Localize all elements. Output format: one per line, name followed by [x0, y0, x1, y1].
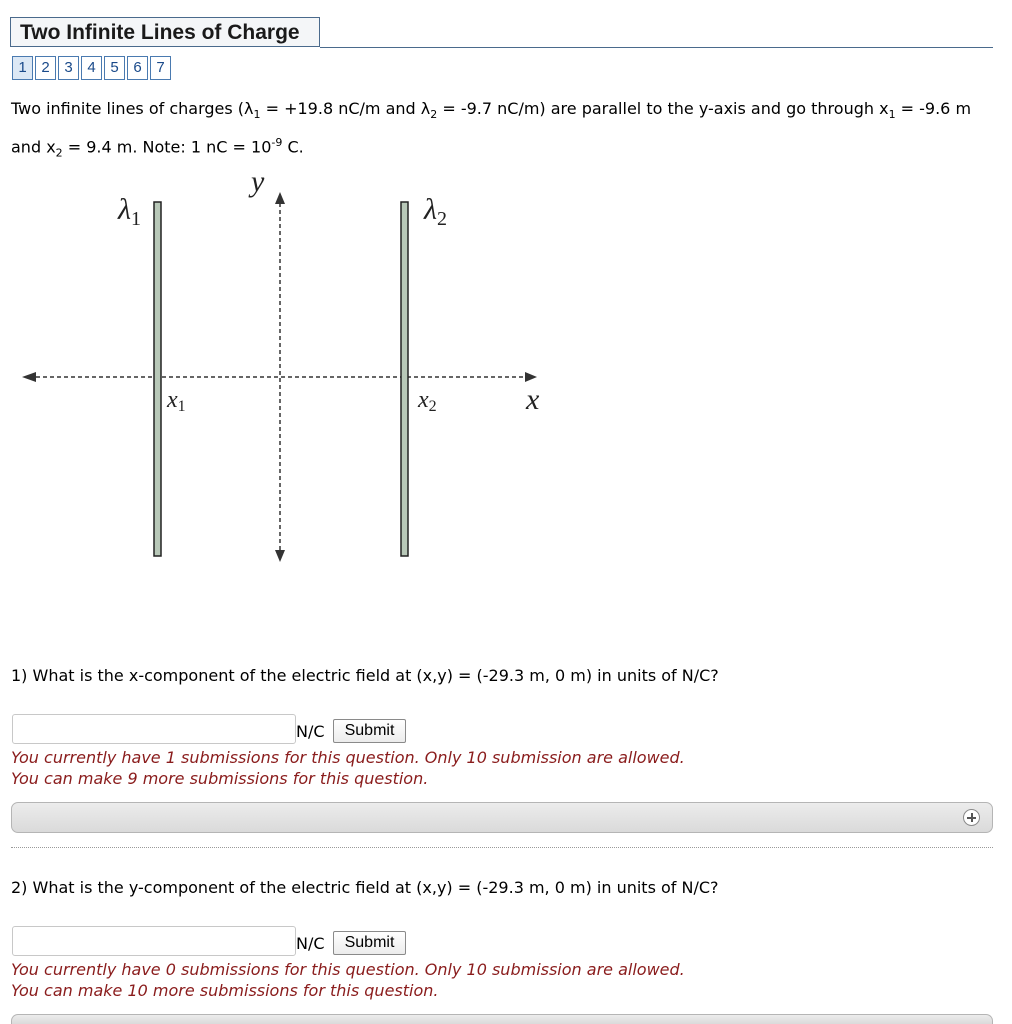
question-2-answer-input[interactable]	[12, 926, 296, 956]
question-1-submit-button[interactable]: Submit	[333, 719, 406, 743]
x-axis-right-arrow	[525, 372, 537, 382]
question-1-hint-bar[interactable]	[11, 802, 993, 833]
y-axis-label: y	[251, 165, 265, 198]
question-2-unit: N/C	[296, 934, 325, 953]
page-title-box	[10, 17, 320, 47]
question-2-submission-note: You currently have 0 submissions for this question. Only 10 submission are allowed.	[11, 960, 685, 979]
tab-6[interactable]: 6	[127, 56, 148, 80]
part-tabs	[12, 56, 173, 80]
tab-2[interactable]: 2	[35, 56, 56, 80]
x-axis-label: x	[526, 383, 540, 416]
y-axis-up-arrow	[275, 192, 285, 204]
question-divider	[11, 847, 993, 848]
question-2-hint-bar[interactable]	[11, 1014, 993, 1024]
x2-label: x2	[418, 387, 437, 415]
question-1-remaining-note: You can make 9 more submissions for this question.	[11, 769, 429, 788]
x1-label: x1	[167, 387, 186, 415]
expand-plus-icon[interactable]	[963, 809, 980, 826]
line-of-charge-2	[401, 202, 408, 556]
y-axis-down-arrow	[275, 550, 285, 562]
question-1-submission-note: You currently have 1 submissions for this question. Only 10 submission are allowed.	[11, 748, 685, 767]
title-underline	[320, 47, 993, 48]
lambda1-label: $\lambda_1$	[118, 193, 141, 230]
tab-7[interactable]: 7	[150, 56, 171, 80]
tab-3[interactable]: 3	[58, 56, 79, 80]
question-1-text: 1) What is the x-component of the electric field at (x,y) = (-29.3 m, 0 m) in units of N/C?	[11, 666, 719, 685]
question-1-answer-input[interactable]	[12, 714, 296, 744]
tab-1[interactable]: 1	[12, 56, 33, 80]
question-2-text: 2) What is the y-component of the electric field at (x,y) = (-29.3 m, 0 m) in units of N/C?	[11, 878, 719, 897]
charge-lines-diagram	[0, 165, 600, 585]
problem-statement: Two infinite lines of charges ($\lambda_1 = +19.8$ nC/m and $\lambda_2 = -9.7$ nC/m) are parallel to the y-axis and go through $x_1 = -9.6$ m and $x_2 = 9.4$ m. Note: 1 nC = $10^{-9}$ C.	[11, 99, 972, 160]
question-2-submit-button[interactable]: Submit	[333, 931, 406, 955]
tab-5[interactable]: 5	[104, 56, 125, 80]
line-of-charge-1	[154, 202, 161, 556]
page-title: Two Infinite Lines of Charge	[20, 21, 300, 44]
question-1-unit: N/C	[296, 722, 325, 741]
question-2-remaining-note: You can make 10 more submissions for this question.	[11, 981, 439, 1000]
lambda2-label: $\lambda_2$	[424, 193, 447, 230]
x-axis-left-arrow	[22, 372, 36, 382]
tab-4[interactable]: 4	[81, 56, 102, 80]
